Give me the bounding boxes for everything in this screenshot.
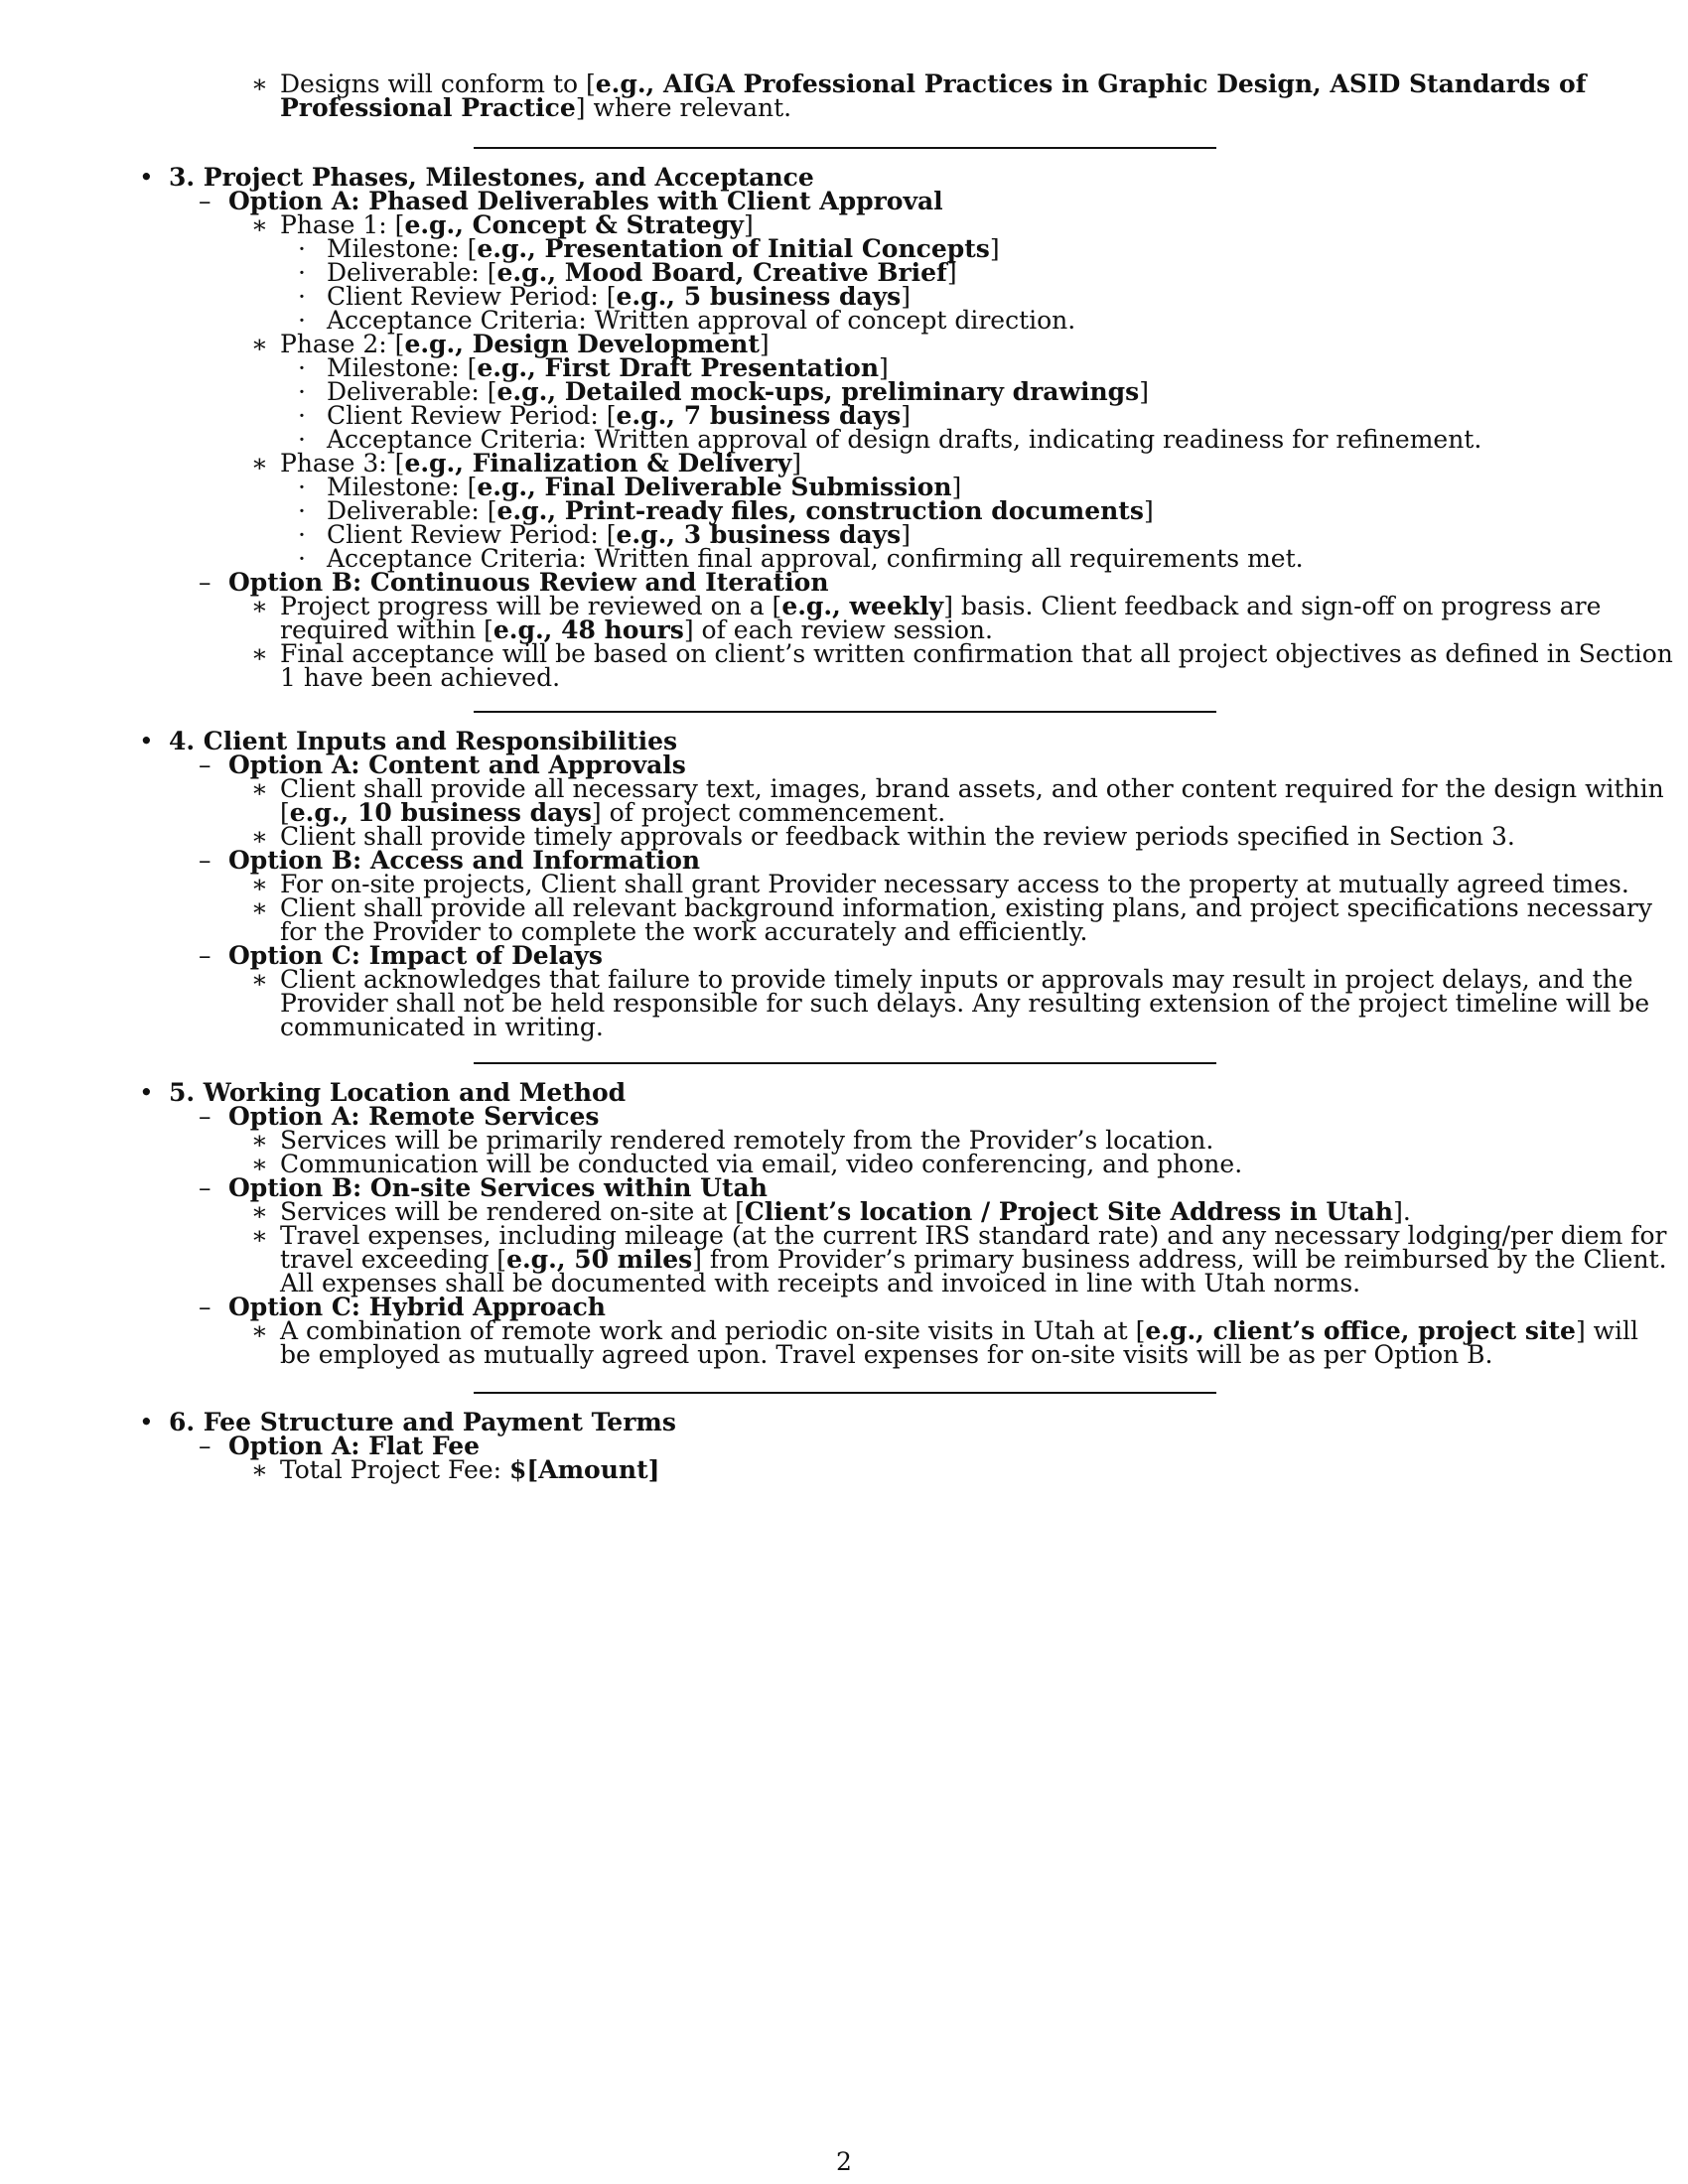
option-heading: Option A: Content and Approvals xyxy=(228,751,686,779)
option-heading: Option B: Access and Information xyxy=(228,846,701,875)
list-item: Phase 1: [e.g., Concept & Strategy] xyxy=(280,210,754,239)
list-marker: ∗ xyxy=(251,1126,268,1155)
list-marker: – xyxy=(199,187,211,215)
list-marker: · xyxy=(298,544,306,573)
list-item: Client shall provide all relevant background information, existing plans, and project specifications necessary xyxy=(280,893,1652,922)
option-heading: Option B: Continuous Review and Iteration xyxy=(228,568,829,597)
list-item: Client acknowledges that failure to provide timely inputs or approvals may result in project delays, and the xyxy=(280,965,1633,994)
list-marker: · xyxy=(298,353,306,382)
list-item: Acceptance Criteria: Written final approval, confirming all requirements met. xyxy=(327,544,1304,573)
section-divider xyxy=(474,147,1216,149)
list-item: Total Project Fee: $[Amount] xyxy=(280,1455,660,1484)
list-marker: ∗ xyxy=(251,870,268,898)
list-marker: ∗ xyxy=(251,330,268,358)
list-item: Services will be rendered on-site at [Client’s location / Project Site Address in Utah]. xyxy=(280,1197,1411,1226)
list-item-continuation: Provider shall not be held responsible for such delays. Any resulting extension of the project timeline will be xyxy=(280,989,1650,1018)
list-marker: · xyxy=(298,234,306,263)
list-marker: ∗ xyxy=(251,69,268,98)
page-number: 2 xyxy=(836,2147,852,2176)
list-marker: – xyxy=(199,1102,211,1131)
list-marker: – xyxy=(199,846,211,875)
option-heading: Option A: Flat Fee xyxy=(228,1432,481,1460)
list-item: Services will be primarily rendered remotely from the Provider’s location. xyxy=(280,1126,1214,1155)
option-heading: Option C: Impact of Delays xyxy=(228,941,604,970)
list-marker: ∗ xyxy=(251,1455,268,1484)
list-item-continuation: 1 have been achieved. xyxy=(280,663,561,692)
list-item: Client shall provide timely approvals or feedback within the review periods specified in Section 3. xyxy=(280,822,1515,851)
list-item: For on-site projects, Client shall grant Provider necessary access to the property at mutually agreed times. xyxy=(280,870,1629,898)
list-marker: – xyxy=(199,941,211,970)
list-item: Milestone: [e.g., Final Deliverable Submission] xyxy=(327,473,962,501)
list-item: Deliverable: [e.g., Mood Board, Creative Brief] xyxy=(327,258,957,287)
list-item: Acceptance Criteria: Written approval of design drafts, indicating readiness for refinement. xyxy=(327,425,1482,454)
list-marker: ∗ xyxy=(251,449,268,478)
list-marker: · xyxy=(298,425,306,454)
option-heading: Option B: On-site Services within Utah xyxy=(228,1173,768,1202)
list-marker: – xyxy=(199,1293,211,1321)
list-marker: · xyxy=(298,520,306,549)
list-marker: · xyxy=(298,258,306,287)
list-item-continuation: Professional Practice] where relevant. xyxy=(280,93,792,122)
list-item: Project progress will be reviewed on a [e.g., weekly] basis. Client feedback and sign-off on progress are xyxy=(280,592,1602,620)
list-item: Final acceptance will be based on client’s written confirmation that all project objectives as defined in Section xyxy=(280,639,1673,668)
list-marker: · xyxy=(298,377,306,406)
list-marker: ∗ xyxy=(251,965,268,994)
list-marker: • xyxy=(139,1078,154,1107)
list-marker: ∗ xyxy=(251,1316,268,1345)
list-marker: – xyxy=(199,1432,211,1460)
list-marker: • xyxy=(139,727,154,755)
list-marker: – xyxy=(199,568,211,597)
list-item: Communication will be conducted via email, video conferencing, and phone. xyxy=(280,1150,1243,1178)
section-divider xyxy=(474,1062,1216,1064)
list-item: Client Review Period: [e.g., 7 business days] xyxy=(327,401,912,430)
option-heading: Option A: Remote Services xyxy=(228,1102,600,1131)
list-marker: ∗ xyxy=(251,822,268,851)
list-item: Milestone: [e.g., First Draft Presentation] xyxy=(327,353,889,382)
list-item: Phase 3: [e.g., Finalization & Delivery] xyxy=(280,449,801,478)
list-item-continuation: communicated in writing. xyxy=(280,1013,604,1041)
section-heading: 6. Fee Structure and Payment Terms xyxy=(169,1408,676,1436)
list-marker: · xyxy=(298,496,306,525)
list-marker: • xyxy=(139,163,154,192)
section-divider xyxy=(474,711,1216,713)
list-marker: ∗ xyxy=(251,1150,268,1178)
list-marker: ∗ xyxy=(251,639,268,668)
section-heading: 5. Working Location and Method xyxy=(169,1078,627,1107)
list-item: Client shall provide all necessary text, images, brand assets, and other content required for the design within xyxy=(280,774,1664,803)
list-item: Travel expenses, including mileage (at the current IRS standard rate) and any necessary lodging/per diem for xyxy=(280,1221,1667,1250)
list-item: Client Review Period: [e.g., 5 business days] xyxy=(327,282,912,311)
section-heading: 3. Project Phases, Milestones, and Acceptance xyxy=(169,163,814,192)
list-item-continuation: All expenses shall be documented with receipts and invoiced in line with Utah norms. xyxy=(280,1269,1361,1297)
section-heading: 4. Client Inputs and Responsibilities xyxy=(169,727,678,755)
list-marker: ∗ xyxy=(251,210,268,239)
list-item: Phase 2: [e.g., Design Development] xyxy=(280,330,770,358)
list-item-continuation: required within [e.g., 48 hours] of each review session. xyxy=(280,615,993,644)
list-marker: · xyxy=(298,282,306,311)
list-item-continuation: travel exceeding [e.g., 50 miles] from Provider’s primary business address, will be reimbursed by the Client. xyxy=(280,1245,1667,1274)
section-divider xyxy=(474,1392,1216,1394)
list-item-continuation: for the Provider to complete the work accurately and efficiently. xyxy=(280,917,1088,946)
list-item: Deliverable: [e.g., Print-ready files, construction documents] xyxy=(327,496,1154,525)
list-marker: · xyxy=(298,306,306,335)
list-marker: · xyxy=(298,473,306,501)
list-item: A combination of remote work and periodic on-site visits in Utah at [e.g., client’s office, project site] will xyxy=(280,1316,1639,1345)
list-marker: • xyxy=(139,1408,154,1436)
list-item: Milestone: [e.g., Presentation of Initial Concepts] xyxy=(327,234,1000,263)
list-marker: ∗ xyxy=(251,1221,268,1250)
list-marker: ∗ xyxy=(251,893,268,922)
list-item: Acceptance Criteria: Written approval of concept direction. xyxy=(327,306,1076,335)
list-item: Designs will conform to [e.g., AIGA Professional Practices in Graphic Design, ASID Standards of xyxy=(280,69,1587,98)
list-marker: · xyxy=(298,401,306,430)
list-item-continuation: [e.g., 10 business days] of project commencement. xyxy=(280,798,946,827)
list-item: Deliverable: [e.g., Detailed mock-ups, preliminary drawings] xyxy=(327,377,1149,406)
list-item-continuation: be employed as mutually agreed upon. Travel expenses for on-site visits will be as per Option B. xyxy=(280,1340,1493,1369)
option-heading: Option A: Phased Deliverables with Client Approval xyxy=(228,187,943,215)
list-marker: – xyxy=(199,1173,211,1202)
list-item: Client Review Period: [e.g., 3 business days] xyxy=(327,520,912,549)
list-marker: ∗ xyxy=(251,1197,268,1226)
list-marker: – xyxy=(199,751,211,779)
list-marker: ∗ xyxy=(251,592,268,620)
option-heading: Option C: Hybrid Approach xyxy=(228,1293,606,1321)
list-marker: ∗ xyxy=(251,774,268,803)
